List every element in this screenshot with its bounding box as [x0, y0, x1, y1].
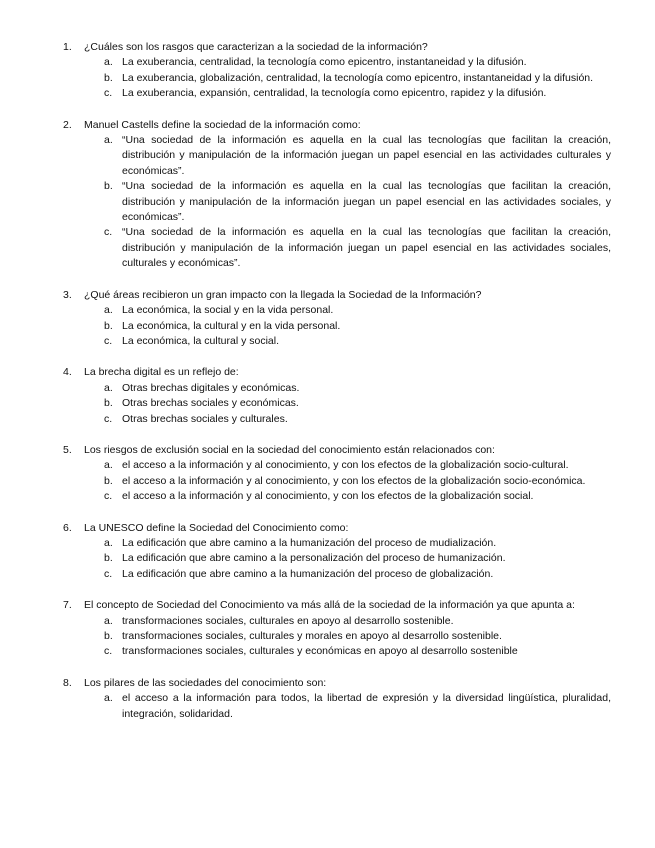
answer-option: [84, 536, 611, 551]
question-number: 8.: [63, 676, 72, 689]
option-letter: b.: [104, 552, 113, 565]
option-text: transformaciones sociales, culturales en apoyo al desarrollo sostenible.: [122, 614, 454, 627]
option-text: La exuberancia, globalización, centralidad, la tecnología como epicentro, instantaneidad y la difusión.: [122, 71, 594, 84]
answer-option: [84, 319, 611, 334]
option-letter: b.: [104, 474, 113, 487]
answer-option: [84, 412, 611, 427]
option-text: el acceso a la información y al conocimiento, y con los efectos de la globalización social.: [122, 490, 534, 503]
option-letter: c.: [104, 645, 113, 658]
answer-option: [84, 86, 611, 101]
question-number: 1.: [63, 41, 72, 53]
answer-option: [84, 133, 611, 179]
question-item: [0, 443, 611, 505]
option-text: La edificación que abre camino a la humanización del proceso de globalización.: [122, 567, 494, 580]
answer-option: [84, 629, 611, 644]
option-letter: c.: [104, 567, 113, 580]
question-item: [0, 676, 611, 722]
option-letter: c.: [104, 490, 113, 503]
question-text: Los riesgos de exclusión social en la sociedad del conocimiento están relacionados con:: [84, 443, 495, 456]
question-text: ¿Qué áreas recibieron un gran impacto con la llegada la Sociedad de la Información?: [84, 288, 482, 301]
answer-option: [84, 489, 611, 504]
option-text: La exuberancia, expansión, centralidad, la tecnología como epicentro, rapidez y la difusión.: [122, 87, 547, 100]
question-item: [0, 40, 611, 102]
option-list: [84, 55, 611, 101]
answer-option: [84, 225, 611, 271]
option-letter: a.: [104, 381, 113, 394]
option-text: La económica, la cultural y social.: [122, 334, 279, 347]
option-list: [84, 536, 611, 582]
answer-option: [84, 334, 611, 349]
answer-option: [84, 691, 611, 722]
option-list: [84, 381, 611, 427]
option-text: Otras brechas digitales y económicas.: [122, 381, 300, 394]
question-item: [0, 598, 611, 660]
option-letter: c.: [104, 87, 113, 100]
question-text: La UNESCO define la Sociedad del Conocimiento como:: [84, 521, 349, 534]
question-number: 5.: [63, 443, 72, 456]
option-letter: c.: [104, 226, 113, 239]
question-item: [0, 118, 611, 272]
question-item: [0, 365, 611, 427]
question-number: 2.: [63, 118, 72, 131]
option-list: [84, 458, 611, 504]
option-list: [84, 133, 611, 272]
option-letter: b.: [104, 180, 113, 193]
option-text: el acceso a la información y al conocimiento, y con los efectos de la globalización socio-cultural.: [122, 459, 569, 472]
answer-option: [84, 458, 611, 473]
option-letter: a.: [104, 459, 113, 472]
answer-option: [84, 567, 611, 582]
answer-option: [84, 644, 611, 659]
answer-option: [84, 551, 611, 566]
option-letter: c.: [104, 334, 113, 347]
option-list: [84, 691, 611, 722]
question-item: [0, 521, 611, 583]
question-text: El concepto de Sociedad del Conocimiento va más allá de la sociedad de la información ya que apunta a:: [84, 599, 575, 612]
option-text: el acceso a la información y al conocimiento, y con los efectos de la globalización socio-económica.: [122, 474, 586, 487]
answer-option: [84, 381, 611, 396]
option-list: [84, 303, 611, 349]
question-number: 6.: [63, 521, 72, 534]
question-number: 7.: [63, 599, 72, 612]
option-text: transformaciones sociales, culturales y económicas en apoyo al desarrollo sostenible: [122, 645, 518, 658]
question-text: La brecha digital es un reflejo de:: [84, 366, 239, 379]
option-text: Otras brechas sociales y culturales.: [122, 412, 288, 425]
option-letter: b.: [104, 397, 113, 410]
option-text: Otras brechas sociales y económicas.: [122, 397, 299, 410]
option-text: el acceso a la información para todos, la libertad de expresión y la diversidad lingüística, pluralidad, integración, solidaridad.: [122, 692, 611, 720]
question-item: [0, 288, 611, 350]
option-text: La edificación que abre camino a la humanización del proceso de mudialización.: [122, 536, 497, 549]
answer-option: [84, 396, 611, 411]
option-letter: a.: [104, 304, 113, 317]
answer-option: [84, 179, 611, 225]
question-text: ¿Cuáles son los rasgos que caracterizan a la sociedad de la información?: [84, 41, 428, 53]
option-letter: a.: [104, 614, 113, 627]
question-number: 3.: [63, 288, 72, 301]
option-letter: a.: [104, 134, 113, 147]
option-text: “Una sociedad de la información es aquella en la cual las tecnologías que facilitan la creación, distribución y manipulación de la información juegan un papel esencial en las actividades sociales, culturales y económicas”.: [122, 226, 611, 270]
option-letter: a.: [104, 692, 113, 705]
option-text: “Una sociedad de la información es aquella en la cual las tecnologías que facilitan la creación, distribución y manipulación de la información juegan un papel esencial en las actividades culturales y económicas”.: [122, 134, 611, 177]
option-letter: c.: [104, 412, 113, 425]
question-list: [0, 40, 611, 722]
option-text: La económica, la cultural y en la vida personal.: [122, 319, 341, 332]
answer-option: [84, 474, 611, 489]
option-text: transformaciones sociales, culturales y morales en apoyo al desarrollo sostenible.: [122, 630, 502, 642]
answer-option: [84, 303, 611, 318]
option-text: La exuberancia, centralidad, la tecnología como epicentro, instantaneidad y la difusión.: [122, 56, 527, 69]
answer-option: [84, 55, 611, 70]
question-number: 4.: [63, 366, 72, 379]
option-letter: b.: [104, 630, 113, 642]
question-text: Manuel Castells define la sociedad de la información como:: [84, 118, 361, 131]
option-letter: a.: [104, 536, 113, 549]
option-letter: a.: [104, 56, 113, 69]
option-letter: b.: [104, 71, 113, 84]
option-text: La edificación que abre camino a la personalización del proceso de humanización.: [122, 552, 506, 565]
option-text: La económica, la social y en la vida personal.: [122, 304, 334, 317]
answer-option: [84, 614, 611, 629]
option-letter: b.: [104, 319, 113, 332]
option-list: [84, 614, 611, 660]
question-text: Los pilares de las sociedades del conocimiento son:: [84, 676, 327, 689]
option-text: “Una sociedad de la información es aquella en la cual las tecnologías que facilitan la creación, distribución y manipulación de la información juegan un papel esencial en las actividades sociales, y económicas”.: [122, 180, 611, 224]
answer-option: [84, 71, 611, 86]
